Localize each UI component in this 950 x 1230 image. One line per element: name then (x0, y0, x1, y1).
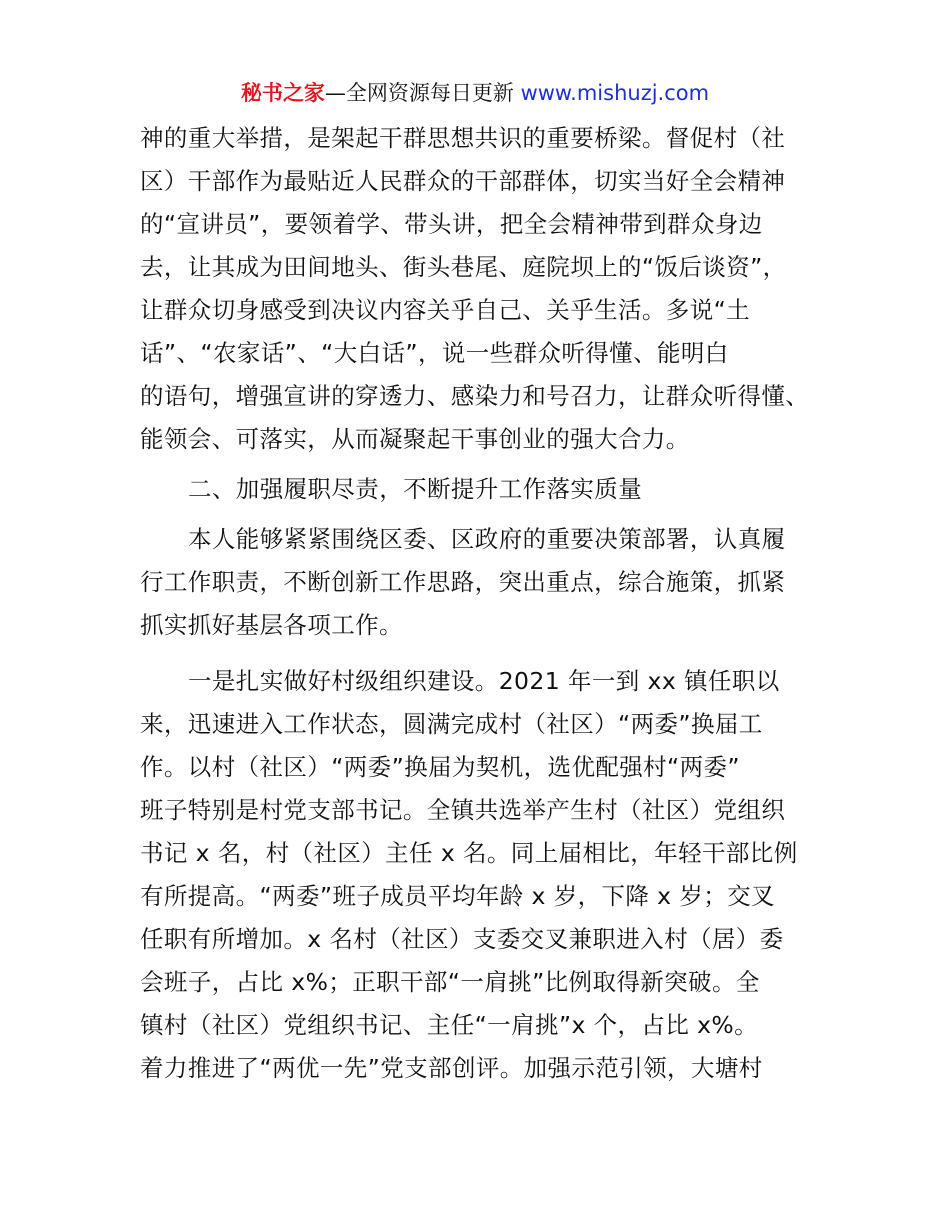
text-line: 一是扎实做好村级组织建设。2021 年一到 xx 镇任职以 (188, 667, 780, 695)
text-line: 班子特别是村党支部书记。全镇共选举产生村（社区）党组织 (140, 796, 786, 824)
text-line: 作。以村（社区）“两委”换届为契机，选优配强村“两委” (140, 753, 740, 781)
text-line: 去，让其成为田间地头、街头巷尾、庭院坝上的“饭后谈资”， (140, 253, 787, 281)
text-line: 区）干部作为最贴近人民群众的干部群体，切实当好全会精神 (140, 167, 786, 195)
text-line: 的语句，增强宣讲的穿透力、感染力和号召力，让群众听得懂、 (140, 382, 810, 410)
text-line: 行工作职责，不断创新工作思路，突出重点，综合施策，抓紧 (140, 568, 786, 596)
text-line: 神的重大举措，是架起干群思想共识的重要桥梁。督促村（社 (140, 124, 786, 152)
text-line: 的“宣讲员”，要领着学、带头讲，把全会精神带到群众身边 (140, 210, 763, 238)
text-line: 抓实抓好基层各项工作。 (140, 611, 403, 639)
site-tagline: —全网资源每日更新 (324, 81, 521, 105)
text-line: 镇村（社区）党组织书记、主任“一肩挑”x 个，占比 x%。 (140, 1011, 759, 1039)
text-line: 话”、“农家话”、“大白话”，说一些群众听得懂、能明白 (140, 339, 729, 367)
paragraph-continuation (140, 117, 820, 461)
text-line: 书记 x 名，村（社区）主任 x 名。同上届相比，年轻干部比例 (140, 839, 798, 867)
text-line: 能领会、可落实，从而凝聚起干事创业的强大合力。 (140, 425, 690, 453)
site-url-link[interactable]: www.mishuzj.com (520, 81, 710, 105)
spacer (140, 647, 820, 660)
spacer (140, 461, 820, 468)
section-heading: 二、加强履职尽责，不断提升工作落实质量 (188, 475, 643, 503)
text-line: 本人能够紧紧围绕区委、区政府的重要决策部署，认真履 (188, 525, 786, 553)
document-body (140, 117, 820, 1090)
site-header (0, 78, 950, 108)
text-line: 有所提高。“两委”班子成员平均年龄 x 岁，下降 x 岁；交叉 (140, 882, 775, 910)
text-line: 任职有所增加。x 名村（社区）支委交叉兼职进入村（居）委 (140, 925, 784, 953)
text-line: 让群众切身感受到决议内容关乎自己、关乎生活。多说“土 (140, 296, 751, 324)
text-line: 会班子，占比 x%；正职干部“一肩挑”比例取得新突破。全 (140, 968, 760, 996)
paragraph-duties (140, 518, 820, 647)
spacer (140, 511, 820, 518)
text-line: 来，迅速进入工作状态，圆满完成村（社区）“两委”换届工 (140, 710, 763, 738)
site-brand: 秘书之家 (240, 81, 325, 105)
text-line: 着力推进了“两优一先”党支部创评。加强示范引领，大塘村 (140, 1054, 763, 1082)
paragraph-organization (140, 660, 820, 1090)
